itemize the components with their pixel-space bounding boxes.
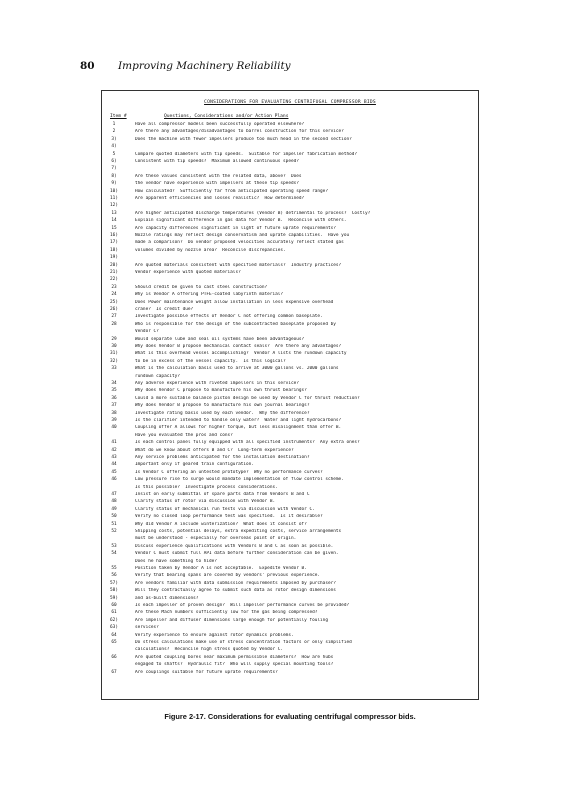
list-item xyxy=(102,596,478,601)
list-item xyxy=(102,307,478,312)
list-item xyxy=(102,255,478,260)
list-item xyxy=(102,625,478,630)
item-text: Does Power maintenance weight allow installation in less expensive overhead xyxy=(135,299,334,305)
list-item xyxy=(102,189,478,194)
item-text: Shipping costs, potential delays, extra expediting costs, service arrangements xyxy=(135,529,342,534)
item-text: services? xyxy=(135,625,159,631)
item-text: Why does Vendor B propose to manufacture his own journal bearings? xyxy=(135,403,310,409)
item-number: 58) xyxy=(110,588,118,594)
list-item xyxy=(102,218,478,223)
list-item xyxy=(102,337,478,342)
item-text: Vendor C must submit full API data before further consideration can be given. xyxy=(135,551,339,557)
item-text: Are vendors familiar with data submission requirements imposed by purchaser? xyxy=(135,580,336,586)
page-number: 80 xyxy=(80,60,95,72)
document-title: CONSIDERATIONS FOR EVALUATING CENTRIFUGAL COMPRESSOR BIDS xyxy=(204,100,376,105)
list-item xyxy=(102,174,478,179)
item-number: 7) xyxy=(111,166,117,172)
item-number: 51 xyxy=(111,521,117,527)
item-number: 56 xyxy=(111,573,117,579)
item-text: How calculated? Sufficiently far from anticipated operating speed range? xyxy=(135,188,328,194)
item-number: 52 xyxy=(111,529,117,534)
item-text: Are capacity differences significant in light of future uprate requirements? xyxy=(135,225,336,231)
list-item xyxy=(102,618,478,623)
item-text: Investigate possible effects of Vendor C not offering common baseplate. xyxy=(135,314,323,320)
list-item xyxy=(102,448,478,453)
item-number: 66 xyxy=(111,654,117,660)
item-number: 21) xyxy=(110,270,118,275)
item-number: 4) xyxy=(111,144,117,150)
item-number: 48 xyxy=(111,499,117,505)
item-number: 29 xyxy=(111,336,117,342)
item-number: 26) xyxy=(110,307,118,312)
item-text: rundown capacity? xyxy=(135,373,180,379)
item-number: 11) xyxy=(110,196,118,201)
column-header-questions: Questions, Considerations and/or Action Plans xyxy=(164,114,289,119)
item-number: 36 xyxy=(111,395,117,401)
item-number: 3) xyxy=(111,136,117,142)
item-number: 44 xyxy=(111,462,117,468)
item-text: crane? Is credit due? xyxy=(135,307,194,312)
list-item xyxy=(102,314,478,319)
list-item xyxy=(102,559,478,564)
item-number: 40 xyxy=(111,425,117,431)
item-text: Are quoted coupling bores near maximum permissible diameters? How are hubs xyxy=(135,654,334,660)
list-item xyxy=(102,248,478,253)
item-number: 30 xyxy=(111,344,117,349)
item-number: 46 xyxy=(111,477,117,483)
list-item xyxy=(102,529,478,534)
list-item xyxy=(102,292,478,297)
item-number: 10) xyxy=(110,188,118,194)
list-item xyxy=(102,137,478,142)
item-text: Is each impeller of proven design? Will impeller performance curves be provided? xyxy=(135,603,350,608)
item-text: Is Vendor C offering an untested prototype? Why no performance curves? xyxy=(135,469,323,475)
list-item xyxy=(102,226,478,231)
item-number: 2 xyxy=(112,129,116,135)
item-text: the vendor have experience with impellers at these tip speeds? xyxy=(135,181,299,187)
list-item xyxy=(102,159,478,164)
item-text: Are couplings suitable for future uprate requirements? xyxy=(135,669,278,675)
list-item xyxy=(102,366,478,371)
list-item xyxy=(102,588,478,593)
list-item xyxy=(102,633,478,638)
item-number: 20) xyxy=(110,262,118,268)
item-text: must be understood - especially for overseas point of origin. xyxy=(135,536,297,542)
column-header-item: Item # xyxy=(110,114,127,119)
item-text: What do we know about offers B and C? Long-term experience? xyxy=(135,447,294,453)
list-item xyxy=(102,329,478,334)
list-item xyxy=(102,122,478,127)
list-item xyxy=(102,233,478,238)
list-item xyxy=(102,670,478,675)
item-text: Consistent with tip speeds? Maximum allowed continuous speed? xyxy=(135,159,299,164)
item-number: 60 xyxy=(111,603,117,608)
item-text: Is each control panel fully equipped with all specified instruments? Any extra ones? xyxy=(135,440,360,446)
list-item xyxy=(102,603,478,608)
item-text: made a comparison? Do vendor proposed velocities accurately reflect stated gas xyxy=(135,240,344,246)
item-number: 16) xyxy=(110,233,118,238)
item-text: What is this overhead vessel accomplishing? Vendor A lists the rundown capacity xyxy=(135,351,347,357)
list-item xyxy=(102,144,478,149)
list-item xyxy=(102,196,478,201)
item-number: 22) xyxy=(110,277,118,283)
item-number: 61 xyxy=(111,610,117,616)
list-item xyxy=(102,544,478,549)
item-text: Investigate rating basis used by each vendor. Why the difference? xyxy=(135,410,310,416)
item-number: 63) xyxy=(110,625,118,631)
item-text: Do stress calculations make use of stress concentration factors or only simplified xyxy=(135,640,352,645)
item-text: Are impeller and diffuser dimensions large enough for potentially fouling xyxy=(135,617,328,623)
list-item xyxy=(102,507,478,512)
item-text: Compare quoted diameters with tip speeds. Suitable for impeller fabrication method? xyxy=(135,151,358,157)
item-number: 53 xyxy=(111,543,117,549)
item-number: 18) xyxy=(110,247,118,253)
item-number: 15 xyxy=(111,225,117,231)
list-item xyxy=(102,655,478,660)
item-text: Would separate lube and seal oil systems have been advantageous? xyxy=(135,336,305,342)
list-item xyxy=(102,359,478,364)
list-item xyxy=(102,581,478,586)
item-number: 28 xyxy=(111,321,117,327)
item-number: 12) xyxy=(110,203,118,209)
list-item xyxy=(102,322,478,327)
item-text: Does the machine with fewer impellers produce too much head in the second section? xyxy=(135,136,352,142)
list-item xyxy=(102,610,478,615)
list-item xyxy=(102,573,478,578)
item-text: Important only if geared train configuration. xyxy=(135,462,254,468)
list-item xyxy=(102,551,478,556)
list-item xyxy=(102,203,478,208)
item-text: Discuss experience qualifications with Vendors B and C as soon as possible. xyxy=(135,543,334,549)
item-text: Are apparent efficiencies and losses realistic? How determined? xyxy=(135,196,305,201)
item-number: 50 xyxy=(111,514,117,520)
list-item xyxy=(102,462,478,467)
item-text: Any service problems anticipated for the installation destination? xyxy=(135,455,310,460)
item-number: 13 xyxy=(111,210,117,216)
item-number: 67 xyxy=(111,669,117,675)
list-item xyxy=(102,374,478,379)
item-number: 55 xyxy=(111,566,117,571)
list-item xyxy=(102,403,478,408)
item-text: Are these Mach numbers sufficiently low for the gas being compressed? xyxy=(135,610,318,616)
list-item xyxy=(102,270,478,275)
list-item xyxy=(102,277,478,282)
item-text: Any adverse experience with riveted impellers in this service? xyxy=(135,381,299,386)
item-text: Coupling offer A allows for higher torque, but less misalignment than offer B. xyxy=(135,425,342,431)
list-item xyxy=(102,396,478,401)
item-number: 9) xyxy=(111,181,117,187)
item-text: Why is Vendor A offering PTFE-coated labyrinth material? xyxy=(135,292,284,298)
item-number: 35 xyxy=(111,388,117,394)
list-item xyxy=(102,662,478,667)
item-number: 41 xyxy=(111,440,117,446)
item-text: Are higher anticipated discharge temperatures (Vendor B) detrimental to process? Costly? xyxy=(135,210,371,216)
list-item xyxy=(102,166,478,171)
list-item xyxy=(102,351,478,356)
item-number: 32) xyxy=(110,358,118,364)
list-item xyxy=(102,470,478,475)
item-text: to be in excess of the vessel capacity. Is this logical? xyxy=(135,358,286,364)
item-number: 31) xyxy=(110,351,118,357)
item-text: Is the clarifier intended to handle only water? Water and light hydrocarbons? xyxy=(135,418,342,423)
item-text: volumes divided by nozzle area? Reconcile discrepancies. xyxy=(135,247,286,253)
item-number: 27 xyxy=(111,314,117,320)
item-number: 5 xyxy=(112,151,116,157)
item-number: 38 xyxy=(111,410,117,416)
list-item xyxy=(102,514,478,519)
item-text: Verify no closed loop performance test was specified. Is it desirable? xyxy=(135,514,323,520)
list-item xyxy=(102,433,478,438)
item-text: Does he have something to hide? xyxy=(135,558,217,564)
item-text: Verify experience to ensure against rotor dynamics problems. xyxy=(135,632,294,638)
item-number: 59) xyxy=(110,595,118,601)
list-item xyxy=(102,263,478,268)
list-item xyxy=(102,285,478,290)
item-text: Should credit be given to cast steel construction? xyxy=(135,284,268,290)
item-text: calculations? Reconcile high stress quoted by Vendor C. xyxy=(135,647,284,653)
item-text: Have you evaluated the pros and cons? xyxy=(135,432,233,438)
questions-list xyxy=(102,122,478,697)
item-number: 6) xyxy=(111,159,117,164)
item-number: 45 xyxy=(111,469,117,475)
item-text: Are quoted materials consistent with specified materials? Industry practices? xyxy=(135,262,342,268)
item-number: 23 xyxy=(111,284,117,290)
item-number: 33 xyxy=(111,366,117,372)
item-number: 43 xyxy=(111,455,117,460)
list-item xyxy=(102,381,478,386)
list-item xyxy=(102,211,478,216)
item-text: Why did Vendor A include winterization? What does it consist of? xyxy=(135,521,307,527)
list-item xyxy=(102,181,478,186)
item-number: 65 xyxy=(111,640,117,645)
item-text: Is this possible? Investigate process considerations. xyxy=(135,484,278,490)
item-text: Clarify status of mechanical run tests via discussion with Vendor C. xyxy=(135,506,315,512)
item-number: 14 xyxy=(111,218,117,224)
page-header xyxy=(80,60,500,76)
item-number: 17) xyxy=(110,240,118,246)
list-item xyxy=(102,411,478,416)
item-text: Have all compressor models been successfully operated elsewhere? xyxy=(135,122,305,127)
item-number: 34 xyxy=(111,381,117,386)
item-number: 42 xyxy=(111,447,117,453)
list-item xyxy=(102,522,478,527)
item-text: Nozzle ratings may reflect design conservatism and uprate capabilities. Have you xyxy=(135,233,350,238)
list-item xyxy=(102,566,478,571)
list-item xyxy=(102,499,478,504)
item-text: Who is responsible for the design of the subcontracted baseplate proposed by xyxy=(135,321,336,327)
list-item xyxy=(102,344,478,349)
item-text: and as-built dimensions? xyxy=(135,595,199,601)
list-item xyxy=(102,440,478,445)
item-text: Verify that bearing spans are covered by vendors' previous experience. xyxy=(135,573,321,579)
item-text: Why does Vendor B propose mechanical contact seals? Are there any advantages? xyxy=(135,344,342,349)
list-item xyxy=(102,300,478,305)
figure-frame xyxy=(101,90,479,700)
item-text: Vendor C? xyxy=(135,329,159,335)
item-text: Why does Vendor C propose to manufacture his own thrust bearings? xyxy=(135,388,307,394)
item-text: Insist on early submittal of spare parts data from Vendors B and C xyxy=(135,492,310,497)
list-item xyxy=(102,240,478,245)
item-number: 1 xyxy=(112,122,116,127)
item-text: What is the calculation basis used to arrive at 3000 gallons vs. 2000 gallons xyxy=(135,366,339,372)
item-text: Will they contractually agree to submit such data as rotor design dimensions xyxy=(135,588,336,594)
item-number: 57) xyxy=(110,580,118,586)
item-text: engaged to shafts? Hydraulic fit? Who will supply special mounting tools? xyxy=(135,662,334,668)
item-number: 54 xyxy=(111,551,117,557)
item-number: 19) xyxy=(110,255,118,261)
list-item xyxy=(102,485,478,490)
item-number: 39 xyxy=(111,418,117,423)
item-text: Could a more suitable balance piston design be used by Vendor C for thrust reduction? xyxy=(135,395,360,401)
figure-caption: Figure 2-17. Considerations for evaluating centrifugal compressor bids. xyxy=(164,712,416,721)
item-number: 37 xyxy=(111,403,117,409)
item-text: Low pressure rise to surge would mandate implementation of flow control scheme. xyxy=(135,477,344,483)
item-number: 64 xyxy=(111,632,117,638)
item-number: 24 xyxy=(111,292,117,298)
item-text: Position taken by Vendor A is not acceptable. Expedite Vendor B. xyxy=(135,566,307,571)
list-item xyxy=(102,418,478,423)
item-text: Explain significant difference in gas data for Vendor B. Reconcile with others. xyxy=(135,218,347,224)
list-item xyxy=(102,152,478,157)
item-text: Are these values consistent with the related data, above? Does xyxy=(135,173,302,179)
list-item xyxy=(102,647,478,652)
list-item xyxy=(102,536,478,541)
item-text: Are there any advantages/disadvantages to barrel construction for this service? xyxy=(135,129,344,135)
running-title: Improving Machinery Reliability xyxy=(118,60,291,72)
item-text: Vendor experience with quoted materials? xyxy=(135,270,241,275)
list-item xyxy=(102,477,478,482)
item-number: 47 xyxy=(111,492,117,497)
item-number: 8) xyxy=(111,173,117,179)
item-number: 25) xyxy=(110,299,118,305)
list-item xyxy=(102,388,478,393)
list-item xyxy=(102,492,478,497)
item-number: 49 xyxy=(111,506,117,512)
item-number: 62) xyxy=(110,617,118,623)
list-item xyxy=(102,425,478,430)
list-item xyxy=(102,129,478,134)
list-item xyxy=(102,455,478,460)
item-text: Clarify status of rotor via discussion with Vendor B. xyxy=(135,499,276,505)
list-item xyxy=(102,640,478,645)
